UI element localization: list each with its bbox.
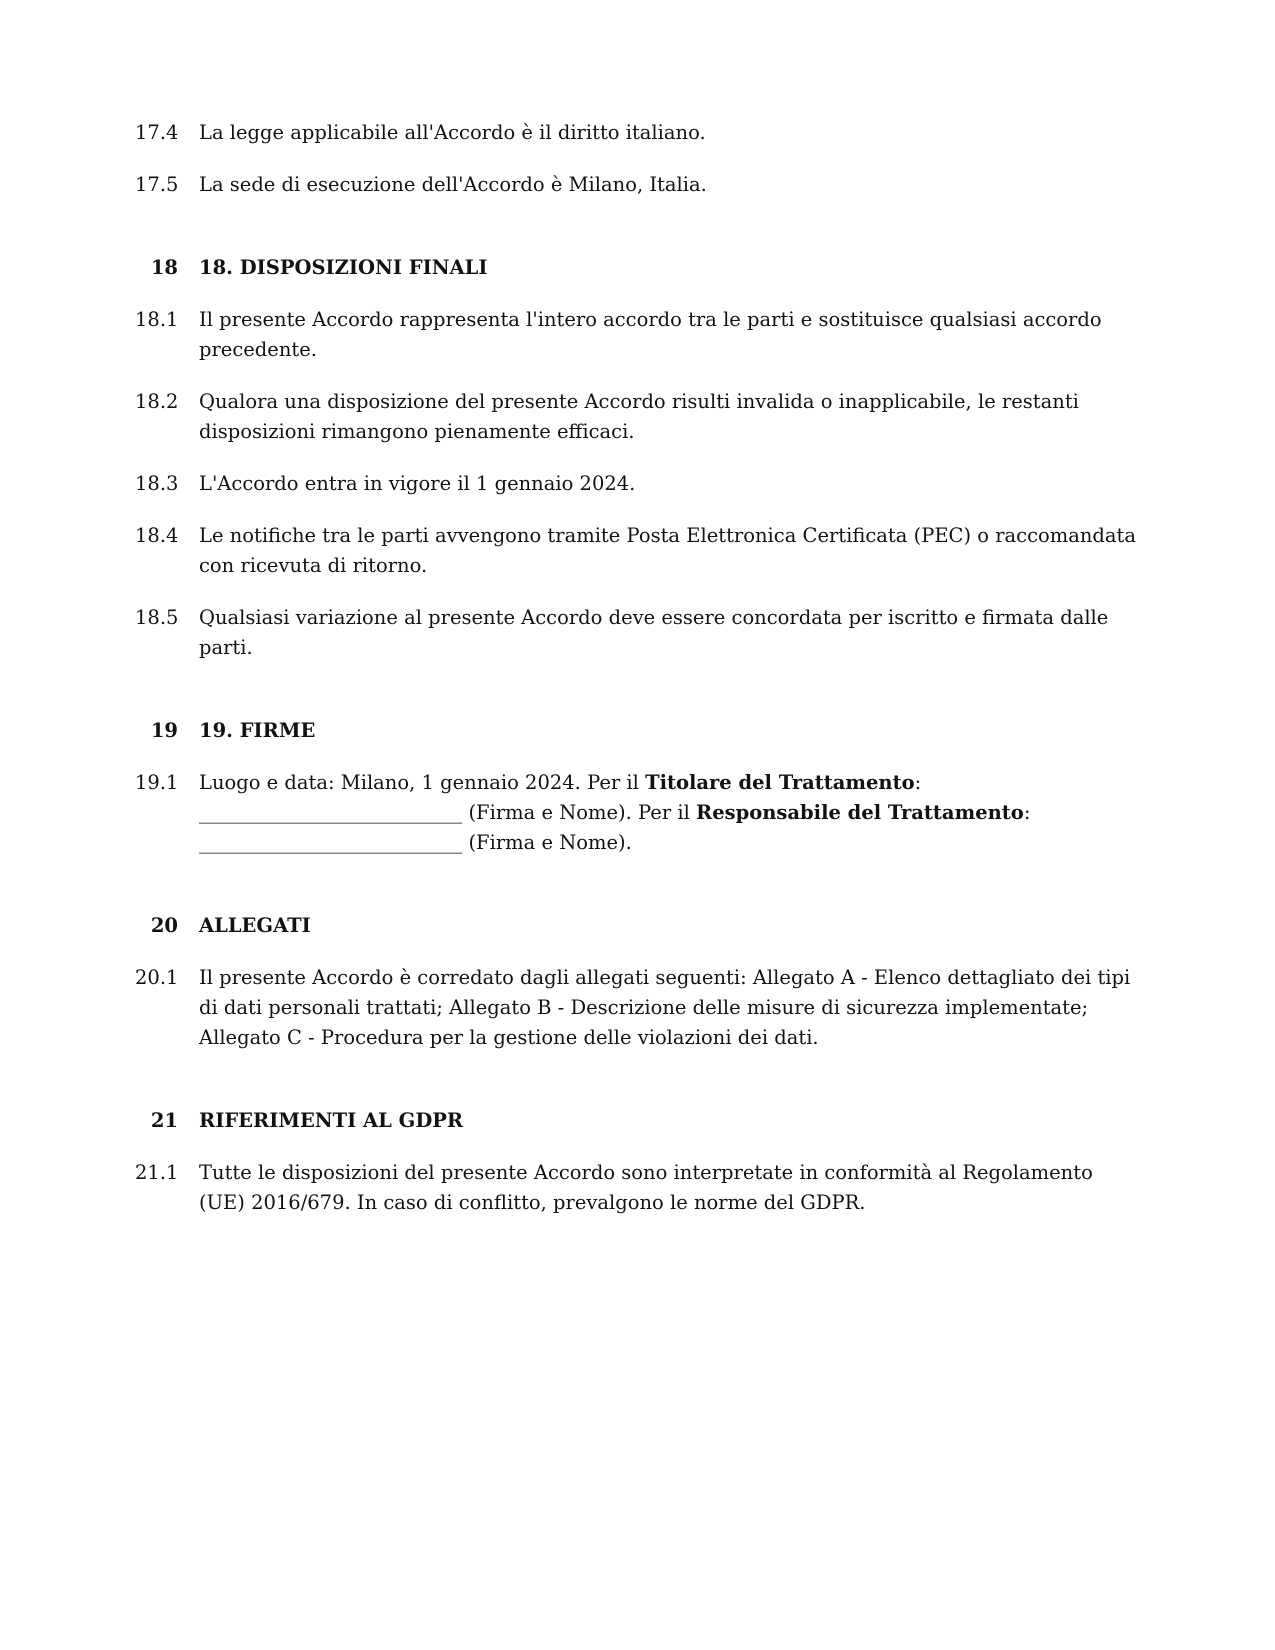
text-run: L'Accordo entra in vigore il 1 gennaio 2024.: [199, 472, 636, 495]
clause-text: [199, 170, 1140, 200]
clause-paragraph: [135, 305, 1140, 365]
text-run: 18. DISPOSIZIONI FINALI: [199, 256, 488, 279]
clause-number: 21.1: [135, 1161, 179, 1184]
clause-text: [199, 603, 1140, 663]
clause-text: [199, 253, 1140, 283]
clause-paragraph: [135, 387, 1140, 447]
clause-number: 20.1: [135, 966, 179, 989]
text-run: RIFERIMENTI AL GDPR: [199, 1109, 464, 1132]
text-run: Luogo e data: Milano, 1 gennaio 2024. Per il: [199, 771, 646, 794]
text-run: La legge applicabile all'Accordo è il diritto italiano.: [199, 121, 706, 144]
clause-number: 19.1: [135, 771, 179, 794]
clause-number: 18.1: [135, 308, 179, 331]
clause-text: [199, 521, 1140, 581]
clause-paragraph: [135, 768, 1140, 858]
clause-text: [199, 1106, 1140, 1136]
clause-text: [199, 768, 1140, 858]
text-run: Qualsiasi variazione al presente Accordo deve essere concordata per iscritto e firmata dalle parti.: [199, 606, 1109, 659]
text-run: ALLEGATI: [199, 914, 311, 937]
clause-number: 18.2: [135, 390, 179, 413]
clause-number: 19: [150, 719, 178, 742]
bold-text-run: Titolare del Trattamento: [645, 771, 915, 794]
text-run: : ___________________________ (Firma e Nome).: [199, 801, 1031, 854]
text-run: Il presente Accordo rappresenta l'intero accordo tra le parti e sostituisce qualsiasi accordo precedente.: [199, 308, 1102, 361]
clause-number: 20: [150, 914, 178, 937]
text-run: : ___________________________ (Firma e Nome). Per il: [199, 771, 922, 824]
clause-text: [199, 963, 1140, 1053]
section-heading: [135, 911, 1140, 941]
clause-number: 21: [150, 1109, 178, 1132]
clause-paragraph: [135, 118, 1140, 148]
clause-paragraph: [135, 469, 1140, 499]
clause-number: 18.4: [135, 524, 179, 547]
bold-text-run: Responsabile del Trattamento: [696, 801, 1024, 824]
clause-number: 17.4: [135, 121, 179, 144]
section-heading: [135, 716, 1140, 746]
clause-text: [199, 387, 1140, 447]
clause-paragraph: [135, 963, 1140, 1053]
clause-text: [199, 1158, 1140, 1218]
text-run: Qualora una disposizione del presente Accordo risulti invalida o inapplicabile, le restanti disposizioni rimangono pienamente efficaci.: [199, 390, 1079, 443]
clause-number: 18.5: [135, 606, 179, 629]
clause-text: [199, 911, 1140, 941]
clause-text: [199, 118, 1140, 148]
clause-number: 18: [150, 256, 178, 279]
text-run: 19. FIRME: [199, 719, 316, 742]
clause-paragraph: [135, 1158, 1140, 1218]
clause-text: [199, 305, 1140, 365]
text-run: Le notifiche tra le parti avvengono tramite Posta Elettronica Certificata (PEC) o raccomandata con ricevuta di ritorno.: [199, 524, 1136, 577]
clause-paragraph: [135, 170, 1140, 200]
section-heading: [135, 1106, 1140, 1136]
section-heading: [135, 253, 1140, 283]
clause-number: 17.5: [135, 173, 179, 196]
clause-text: [199, 716, 1140, 746]
clause-paragraph: [135, 603, 1140, 663]
clause-number: 18.3: [135, 472, 179, 495]
text-run: La sede di esecuzione dell'Accordo è Milano, Italia.: [199, 173, 707, 196]
text-run: Il presente Accordo è corredato dagli allegati seguenti: Allegato A - Elenco dettagliato dei tipi di dati personali trattati; Allegato B - Descrizione delle misure di sicurezza implementate; Allegato C - Procedura per la gestione delle violazioni dei dati.: [199, 966, 1131, 1049]
clause-text: [199, 469, 1140, 499]
clause-paragraph: [135, 521, 1140, 581]
document-body: [135, 118, 1140, 1218]
text-run: Tutte le disposizioni del presente Accordo sono interpretate in conformità al Regolamento (UE) 2016/679. In caso di conflitto, prevalgono le norme del GDPR.: [199, 1161, 1093, 1214]
